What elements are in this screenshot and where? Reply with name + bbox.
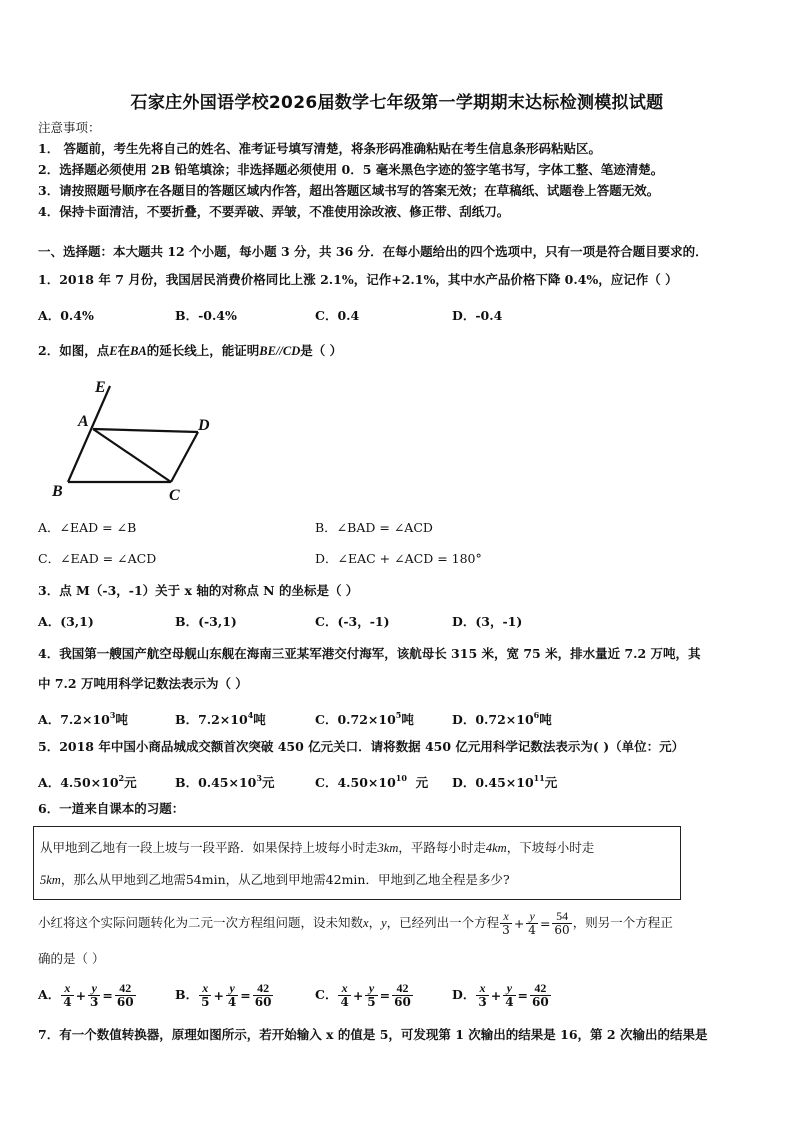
q2-point-e: E [109, 344, 118, 358]
q5-b-base: B．0.45×10 [175, 775, 257, 790]
q4-c-base: C．0.72×10 [315, 712, 396, 727]
q3-option-c: C．(-3，-1) [315, 614, 390, 629]
q6-follow-text: ， [368, 915, 382, 930]
denominator: 3 [478, 995, 487, 1009]
denominator: 5 [367, 995, 376, 1009]
q6-follow-line2: 确的是（ ） [38, 951, 105, 966]
q4-a-base: A．7.2×10 [38, 712, 110, 727]
q6-given-frac-r [552, 910, 571, 937]
q6-var-y: y [381, 916, 387, 930]
q6-box-text: ，下坡每小时走 [506, 840, 595, 855]
q1-option-a: A．0.4% [38, 308, 94, 323]
q2-stem-mid: 在 [117, 343, 131, 358]
q2-parallel: BE//CD [259, 344, 301, 358]
q6-given-frac-a [500, 910, 512, 937]
q4-c-exp: 5 [395, 710, 402, 720]
q1-option-d: D．-0.4 [452, 308, 503, 323]
q5-c-exp: 10 [395, 773, 407, 783]
question-4-line2: 中 7.2 万吨用科学记数法表示为（ ） [38, 676, 248, 691]
q6-option-a: A． $\frac{x}{4}$ + $\frac{y}{3}$ = $\frac{42}{60}$ [38, 981, 134, 1009]
option-label: B． [175, 987, 199, 1002]
q5-a-unit: 元 [124, 775, 137, 790]
q2-figure [48, 372, 228, 507]
question-5-stem: 5．2018 年中国小商品城成交额首次突破 450 亿元关口．请将数据 450 亿元用科学记数法表示为( )（单位：元） [38, 739, 685, 754]
numerator: y [503, 982, 515, 996]
q6-box-text: ，从乙地到甲地需 [225, 872, 326, 887]
q6-speed-uphill: 3km [377, 841, 399, 855]
page-title: 石家庄外国语学校2026届数学七年级第一学期期末达标检测模拟试题 [130, 93, 664, 113]
q5-option-c [315, 770, 428, 791]
question-7-stem: 7．有一个数值转换器，原理如图所示，若开始输入 x 的值是 5，可发现第 1 次输出的结果是 16，第 2 次输出的结果是 [38, 1027, 708, 1042]
q6-option-b: B． $\frac{x}{5}$ + $\frac{y}{4}$ = $\frac{42}{60}$ [175, 981, 272, 1009]
notice-item: 4．保持卡面清洁，不要折叠，不要弄破、弄皱，不准使用涂改液、修正带、刮纸刀。 [38, 204, 510, 219]
frac [392, 982, 413, 1009]
q6-problem-box [33, 826, 681, 900]
q5-d-unit: 元 [544, 775, 558, 790]
q4-option-d [452, 707, 552, 728]
q4-a-unit: 吨 [115, 712, 128, 727]
q5-b-unit: 元 [261, 775, 275, 790]
question-2-stem [38, 343, 342, 359]
denominator: 5 [201, 995, 210, 1009]
notice-item: 3．请按照题号顺序在各题目的答题区域内作答，超出答题区域书写的答案无效；在草稿纸、试题卷上答题无效。 [38, 183, 660, 198]
q6-time-2: 42min [325, 872, 366, 887]
denominator: 60 [116, 995, 134, 1009]
q4-b-unit: 吨 [253, 712, 266, 727]
q3-option-b: B．(-3,1) [175, 614, 237, 629]
frac [530, 982, 551, 1009]
line-ad [93, 429, 198, 432]
option-label: D． [452, 987, 476, 1002]
q6-var-x: x [363, 916, 369, 930]
q5-option-a [38, 770, 137, 791]
numerator: y [526, 910, 538, 924]
q6-follow-text: 小红将这个实际问题转化为二元一次方程组问题，设未知数 [38, 915, 364, 930]
numerator: 42 [253, 982, 274, 996]
q4-d-exp: 6 [533, 710, 540, 720]
line-be [68, 386, 110, 482]
q3-option-d: D．(3，-1) [452, 614, 523, 629]
q4-b-exp: 4 [247, 710, 254, 720]
option-label: C． [315, 987, 338, 1002]
numerator: x [199, 982, 211, 996]
q2-stem-post: 是（ ） [300, 343, 343, 358]
numerator: 42 [115, 982, 136, 996]
frac [61, 982, 73, 1009]
q4-c-unit: 吨 [401, 712, 414, 727]
q2-option-c: C．∠EAD = ∠ACD [38, 551, 157, 566]
numerator: 42 [392, 982, 413, 996]
label-d: D [198, 417, 210, 434]
numerator: 42 [530, 982, 551, 996]
numerator: x [338, 982, 350, 996]
q5-c-unit: 元 [406, 775, 429, 790]
notice-item: 2．选择题必须使用 2B 铅笔填涂；非选择题必须使用 0．5 毫米黑色字迹的签字笔书写，字体工整、笔迹清楚。 [38, 162, 664, 177]
q2-segment-ba: BA [130, 344, 147, 358]
q6-given-frac-b [526, 910, 538, 937]
q2-option-a: A．∠EAD = ∠B [38, 520, 137, 535]
q2-stem-pre: 2．如图，点 [38, 343, 110, 358]
q5-d-base: D．0.45×10 [452, 775, 534, 790]
denominator: 3 [90, 995, 99, 1009]
q2-option-b: B．∠BAD = ∠ACD [315, 520, 433, 535]
q4-b-base: B．7.2×10 [175, 712, 248, 727]
q6-box-text: ．甲地到乙地全程是多少? [365, 872, 510, 887]
numerator: x [476, 982, 488, 996]
q5-option-d [452, 770, 557, 791]
q6-box-text: 从甲地到乙地有一段上坡与一段平路．如果保持上坡每小时走 [40, 840, 378, 855]
label-e: E [95, 379, 106, 396]
q4-option-b [175, 707, 266, 728]
label-c: C [169, 487, 180, 504]
q5-b-exp: 3 [256, 773, 262, 783]
question-1-stem: 1．2018 年 7 月份，我国居民消费价格同比上涨 2.1%，记作+2.1%，其中水产品价格下降 0.4%，应记作（ ） [38, 272, 678, 287]
q6-follow-text: ，已经列出一个方程 [386, 915, 500, 930]
q5-option-b [175, 770, 274, 791]
q4-a-exp: 3 [109, 710, 116, 720]
q6-option-d: D． $\frac{x}{3}$ + $\frac{y}{4}$ = $\frac{42}{60}$ [452, 981, 549, 1009]
q4-option-c [315, 707, 414, 728]
frac [476, 982, 488, 1009]
numerator: y [365, 982, 377, 996]
notice-item: 1． 答题前，考生先将自己的姓名、准考证号填写清楚，将条形码准确粘贴在考生信息条形码粘贴区。 [38, 141, 602, 156]
numerator: y [226, 982, 238, 996]
q1-option-c: C．0.4 [315, 308, 360, 323]
q5-a-base: A．4.50×10 [38, 775, 119, 790]
q6-box-text: ，平路每小时走 [398, 840, 486, 855]
q6-follow-line1: 小红将这个实际问题转化为二元一次方程组问题，设未知数x，y，已经列出一个方程 $\frac{x}{3}$ + $\frac{y}{4}$ = $\frac{54}{60}$ ，则另一个方程正 [38, 909, 673, 937]
q1-option-b: B．-0.4% [175, 308, 237, 323]
frac [199, 982, 211, 1009]
q2-stem-mid2: 的延长线上，能证明 [146, 343, 260, 358]
question-3-stem: 3．点 M（-3，-1）关于 x 轴的对称点 N 的坐标是（ ） [38, 583, 359, 598]
frac [503, 982, 515, 1009]
q4-d-unit: 吨 [539, 712, 552, 727]
denominator: 60 [554, 923, 570, 937]
numerator: y [88, 982, 100, 996]
line-dc [171, 432, 198, 482]
q2-option-d: D．∠EAC + ∠ACD = 180° [315, 551, 482, 566]
q4-option-a [38, 707, 128, 728]
q6-speed-flat: 4km [485, 841, 507, 855]
denominator: 3 [502, 923, 510, 937]
frac [226, 982, 238, 1009]
notice-heading: 注意事项： [38, 120, 101, 135]
label-a: A [78, 413, 89, 430]
denominator: 60 [394, 995, 411, 1009]
frac [365, 982, 377, 1009]
denominator: 4 [227, 995, 237, 1009]
label-b: B [52, 483, 63, 500]
frac [253, 982, 274, 1009]
q3-option-a: A．(3,1) [38, 614, 94, 629]
numerator: x [61, 982, 73, 996]
denominator: 4 [340, 995, 349, 1009]
question-4-line1: 4．我国第一艘国产航空母舰山东舰在海南三亚某军港交付海军，该航母长 315 米，宽 75 米，排水量近 7.2 万吨，其 [38, 646, 701, 661]
q5-d-exp: 11 [533, 773, 545, 783]
section-heading: 一、选择题：本大题共 12 个小题，每小题 3 分，共 36 分．在每小题给出的四个选项中，只有一项是符合题目要求的． [38, 244, 708, 259]
frac [338, 982, 350, 1009]
line-ac [93, 429, 171, 482]
frac [115, 982, 136, 1009]
q6-follow-text: ，则另一个方程正 [572, 915, 673, 930]
q6-box-line1 [40, 840, 594, 856]
denominator: 4 [63, 995, 72, 1009]
denominator: 4 [505, 995, 514, 1009]
q6-box-line2 [40, 872, 510, 888]
q5-a-exp: 2 [118, 773, 125, 783]
numerator: x [500, 910, 512, 924]
denominator: 60 [254, 995, 272, 1009]
q6-option-c: C． $\frac{x}{4}$ + $\frac{y}{5}$ = $\frac{42}{60}$ [315, 981, 411, 1009]
option-label: A． [38, 987, 61, 1002]
q6-box-text: ，那么从甲地到乙地需 [60, 872, 186, 887]
q6-time-1: 54min [185, 872, 226, 887]
denominator: 60 [532, 995, 549, 1009]
numerator: 54 [552, 910, 571, 924]
frac [88, 982, 100, 1009]
question-6-stem: 6．一道来自课本的习题： [38, 801, 185, 816]
q6-speed-downhill: 5km [40, 873, 61, 887]
q5-c-base: C．4.50×10 [315, 775, 396, 790]
q4-d-base: D．0.72×10 [452, 712, 534, 727]
denominator: 4 [528, 923, 536, 937]
